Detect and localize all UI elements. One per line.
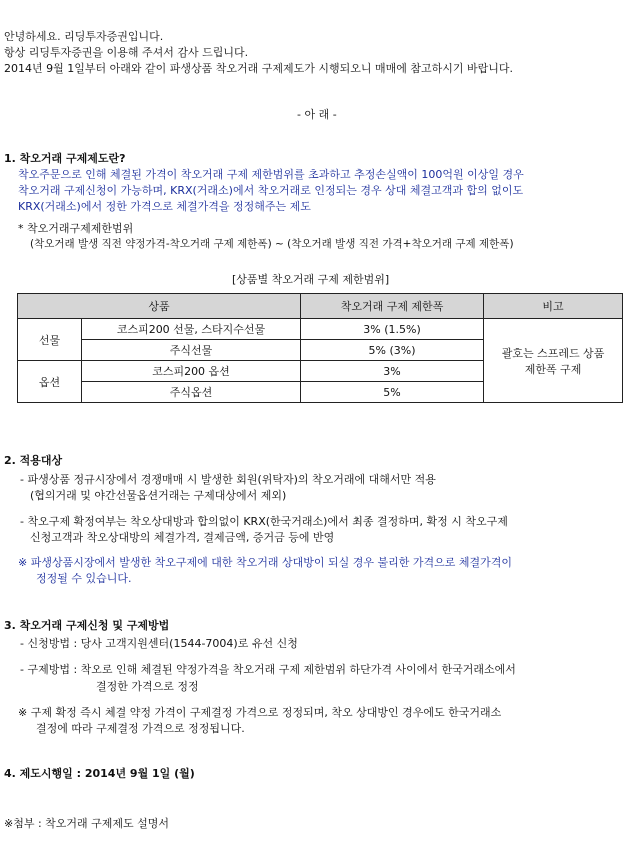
header-limit: 착오거래 구제 제한폭 (301, 294, 484, 319)
table-row (18, 319, 623, 340)
section1-heading: 1. 착오거래 구제제도란? (4, 152, 126, 165)
product-cell: 코스피200 옵션 (82, 361, 301, 382)
section4-heading: 4. 제도시행일 : 2014년 9월 1일 (월) (4, 767, 195, 780)
intro-announcement: 2014년 9월 1일부터 아래와 같이 파생상품 착오거래 구제제도가 시행되오니 매매에 참고하시기 바랍니다. (4, 62, 513, 75)
limit-cell: 5% (3%) (301, 340, 484, 361)
section3-apply-method: - 신청방법 : 당사 고객지원센터(1544-7004)로 유선 신청 (20, 637, 298, 650)
below-marker: - 아 래 - (297, 108, 337, 121)
section3-relief-line2: 결정한 가격으로 정정 (96, 680, 199, 693)
note-line2: 제한폭 구제 (524, 362, 582, 376)
product-cell: 주식옵션 (82, 382, 301, 403)
attachment-link[interactable]: ※첨부 : 착오거래 구제제도 설명서 (4, 817, 170, 830)
section1-desc-line1: 착오주문으로 인해 체결된 가격이 착오거래 구제 제한범위를 초과하고 추정손실액이 100억원 이상일 경우 (18, 168, 524, 181)
section2-note-line1: ※ 파생상품시장에서 발생한 착오구제에 대한 착오거래 상대방이 되실 경우 불리한 가격으로 체결가격이 (18, 556, 512, 569)
limit-cell: 3% (301, 361, 484, 382)
product-cell: 코스피200 선물, 스타지수선물 (82, 319, 301, 340)
range-title: * 착오거래구제제한범위 (18, 222, 134, 235)
section2-item2-line1: - 착오구제 확정여부는 착오상대방과 합의없이 KRX(한국거래소)에서 최종 결정하며, 확정 시 착오구제 (20, 515, 508, 528)
section1-desc-line3: KRX(거래소)에서 정한 가격으로 체결가격을 정정해주는 제도 (18, 200, 311, 213)
intro-thanks: 항상 리딩투자증권을 이용해 주셔서 감사 드립니다. (4, 46, 249, 59)
group-options: 옵션 (18, 361, 82, 403)
section2-heading: 2. 적용대상 (4, 454, 63, 467)
section2-note-line2: 정정될 수 있습니다. (36, 572, 132, 585)
note-line1: 괄호는 스프레드 상품 (501, 346, 605, 360)
group-futures: 선물 (18, 319, 82, 361)
table-header-row (18, 294, 623, 319)
product-cell: 주식선물 (82, 340, 301, 361)
limit-table (17, 293, 623, 403)
section1-desc-line2: 착오거래 구제신청이 가능하며, KRX(거래소)에서 착오거래로 인정되는 경우 상대 체결고객과 합의 없이도 (18, 184, 524, 197)
section3-note-line1: ※ 구제 확정 즉시 체결 약정 가격이 구제결정 가격으로 정정되며, 착오 상대방인 경우에도 한국거래소 (18, 706, 502, 719)
header-note: 비고 (484, 294, 623, 319)
section2-item1-line2: (협의거래 및 야간선물옵션거래는 구제대상에서 제외) (30, 489, 287, 502)
limit-cell: 3% (1.5%) (301, 319, 484, 340)
section2-item1-line1: - 파생상품 정규시장에서 경쟁매매 시 발생한 회원(위탁자)의 착오거래에 대해서만 적용 (20, 473, 436, 486)
range-formula: (착오거래 발생 직전 약정가격-착오거래 구제 제한폭) ~ (착오거래 발생 직전 가격+착오거래 구제 제한폭) (30, 238, 514, 250)
header-product: 상품 (18, 294, 301, 319)
note-cell (484, 319, 623, 403)
section3-relief-line1: - 구제방법 : 착오로 인해 체결된 약정가격을 착오거래 구제 제한범위 하단가격 사이에서 한국거래소에서 (20, 663, 516, 676)
table-caption: [상품별 착오거래 구제 제한범위] (232, 273, 390, 286)
section2-item2-line2: 신청고객과 착오상대방의 체결가격, 결제금액, 증거금 등에 반영 (30, 531, 335, 544)
limit-cell: 5% (301, 382, 484, 403)
intro-greeting: 안녕하세요. 리딩투자증권입니다. (4, 30, 164, 43)
section3-heading: 3. 착오거래 구제신청 및 구제방법 (4, 619, 170, 632)
section3-note-line2: 결정에 따라 구제결정 가격으로 정정됩니다. (36, 722, 245, 735)
